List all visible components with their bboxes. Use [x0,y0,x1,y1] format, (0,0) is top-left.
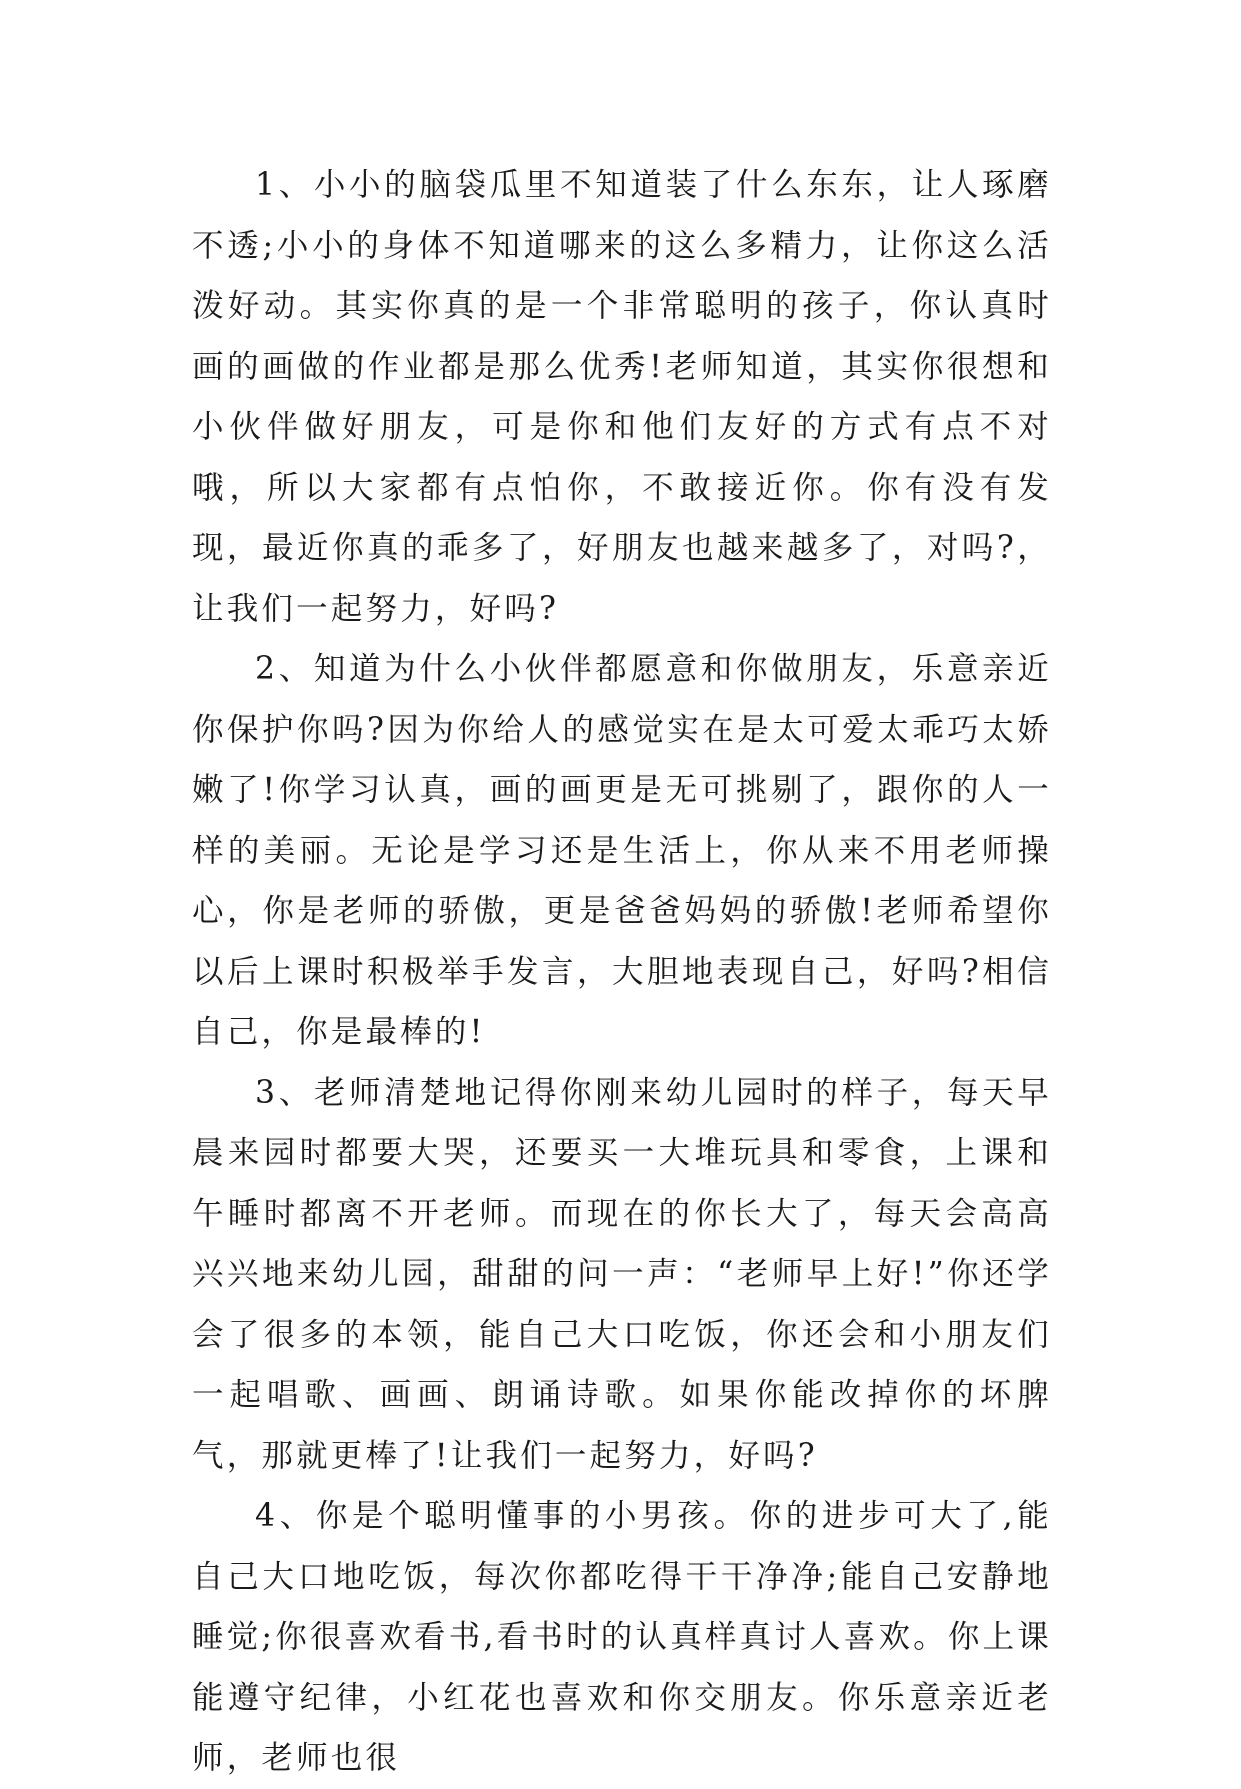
document-body [192,155,1052,1789]
paragraph-4: 4、你是个聪明懂事的小男孩。你的进步可大了,能自己大口地吃饭，每次你都吃得干干净净;能自己安静地睡觉;你很喜欢看书,看书时的认真样真讨人喜欢。你上课能遵守纪律，小红花也喜欢和你交朋友。你乐意亲近老师，老师也很 [192,1498,1052,1776]
paragraph-3: 3、老师清楚地记得你刚来幼儿园时的样子，每天早晨来园时都要大哭，还要买一大堆玩具和零食，上课和午睡时都离不开老师。而现在的你长大了，每天会高高兴兴地来幼儿园，甜甜的问一声：“老师早上好!”你还学会了很多的本领，能自己大口吃饭，你还会和小朋友们一起唱歌、画画、朗诵诗歌。如果你能改掉你的坏脾气，那就更棒了!让我们一起努力，好吗? [192,1074,1052,1474]
paragraph-2: 2、知道为什么小伙伴都愿意和你做朋友，乐意亲近你保护你吗?因为你给人的感觉实在是太可爱太乖巧太娇嫩了!你学习认真，画的画更是无可挑剔了，跟你的人一样的美丽。无论是学习还是生活上，你从来不用老师操心，你是老师的骄傲，更是爸爸妈妈的骄傲!老师希望你以后上课时积极举手发言，大胆地表现自己，好吗?相信自己，你是最棒的! [192,651,1052,1050]
paragraph-1: 1、小小的脑袋瓜里不知道装了什么东东，让人琢磨不透;小小的身体不知道哪来的这么多精力，让你这么活泼好动。其实你真的是一个非常聪明的孩子，你认真时画的画做的作业都是那么优秀!老师知道，其实你很想和小伙伴做好朋友，可是你和他们友好的方式有点不对哦，所以大家都有点怕你，不敢接近你。你有没有发现，最近你真的乖多了，好朋友也越来越多了，对吗?，让我们一起努力，好吗? [192,167,1052,627]
